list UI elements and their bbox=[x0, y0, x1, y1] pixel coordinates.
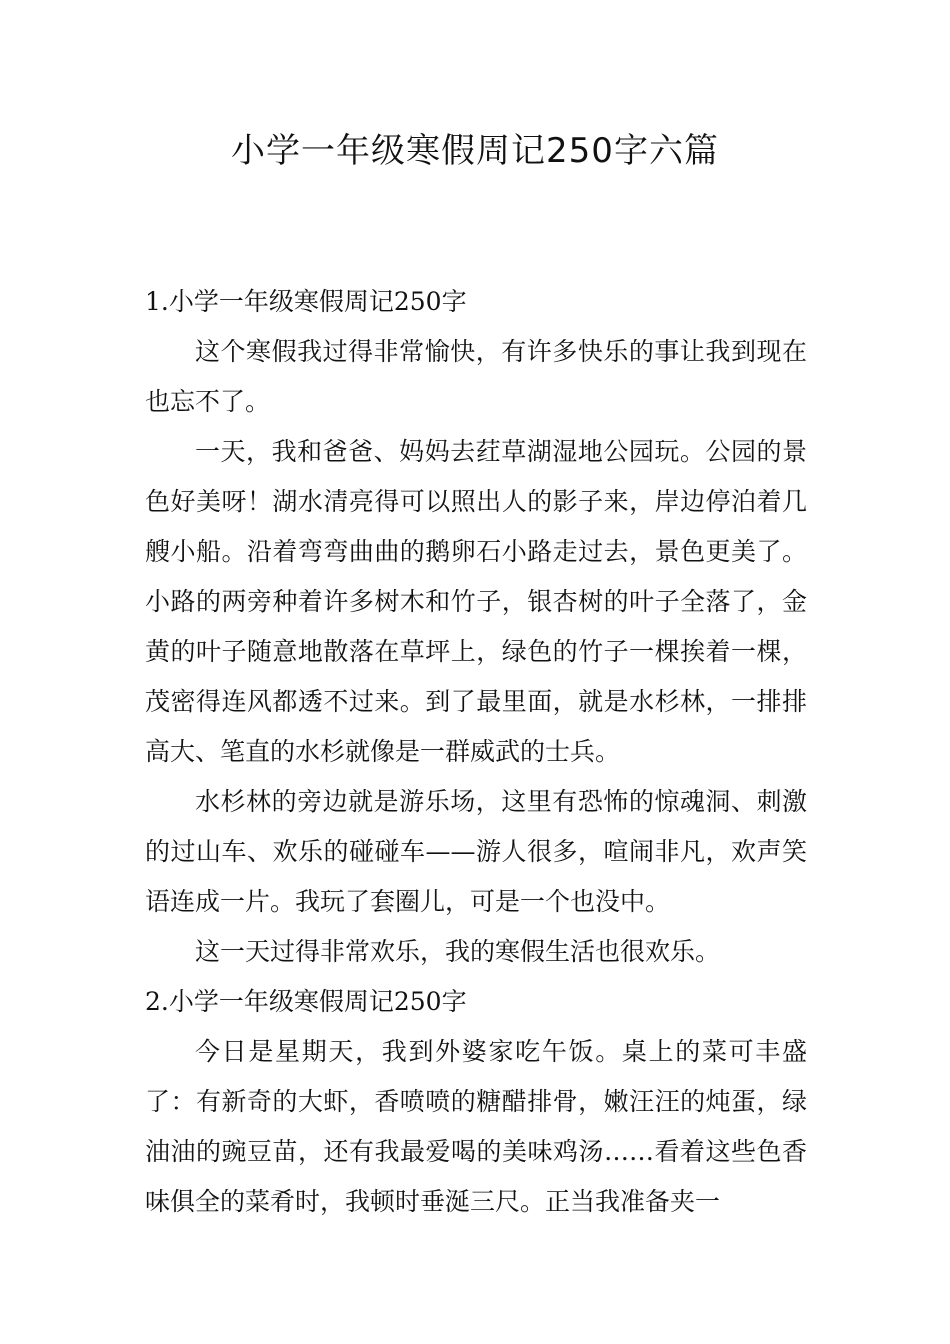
section-2 bbox=[145, 977, 807, 1227]
document-body bbox=[145, 277, 807, 1227]
document-title: 小学一年级寒假周记250字六篇 bbox=[231, 131, 719, 171]
paragraph: 水杉林的旁边就是游乐场，这里有恐怖的惊魂洞、刺激的过山车、欢乐的碰碰车——游人很多，喧闹非凡，欢声笑语连成一片。我玩了套圈儿，可是一个也没中。 bbox=[145, 787, 807, 916]
section-heading: 1.小学一年级寒假周记250字 bbox=[145, 287, 467, 316]
paragraph: 一天，我和爸爸、妈妈去荭草湖湿地公园玩。公园的景色好美呀！湖水清亮得可以照出人的影子来，岸边停泊着几艘小船。沿着弯弯曲曲的鹅卵石小路走过去，景色更美了。小路的两旁种着许多树木和竹子，银杏树的叶子全落了，金黄的叶子随意地散落在草坪上，绿色的竹子一棵挨着一棵，茂密得连风都透不过来。到了最里面，就是水杉林，一排排高大、笔直的水杉就像是一群威武的士兵。 bbox=[145, 437, 807, 766]
section-1 bbox=[145, 277, 807, 977]
paragraph: 今日是星期天，我到外婆家吃午饭。桌上的菜可丰盛了：有新奇的大虾，香喷喷的糖醋排骨，嫩汪汪的炖蛋，绿油油的豌豆苗，还有我最爱喝的美味鸡汤……看着这些色香味俱全的菜肴时，我顿时垂涎三尺。正当我准备夹一 bbox=[145, 1037, 807, 1216]
paragraph: 这一天过得非常欢乐，我的寒假生活也很欢乐。 bbox=[195, 937, 721, 966]
section-heading: 2.小学一年级寒假周记250字 bbox=[145, 987, 467, 1016]
paragraph: 这个寒假我过得非常愉快，有许多快乐的事让我到现在也忘不了。 bbox=[145, 337, 807, 416]
